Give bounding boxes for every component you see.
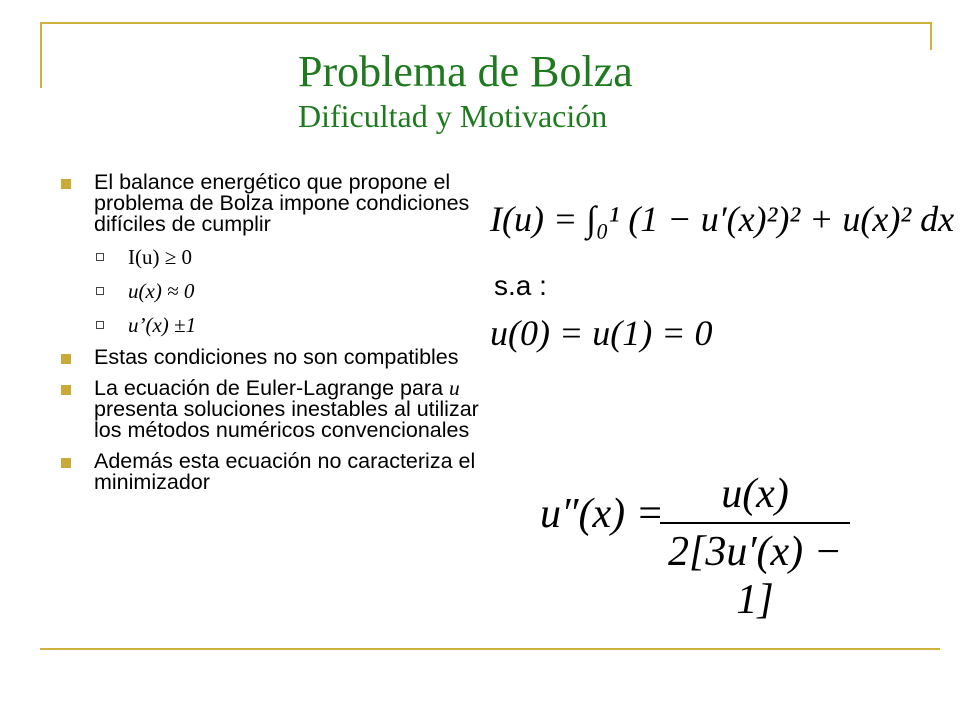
bullet-text: Además esta ecuación no caracteriza el minimizador xyxy=(94,449,476,494)
bullet-item xyxy=(60,347,480,368)
bottom-rule xyxy=(40,648,940,650)
sub-bullet-item xyxy=(60,245,480,269)
square-bullet-icon xyxy=(61,354,71,364)
hollow-square-icon xyxy=(96,321,104,329)
euler-lagrange-lhs: u″(x) = xyxy=(540,491,664,537)
fraction-numerator: u(x) xyxy=(660,470,850,524)
bullet-text: El balance energético que propone el problema de Bolza impone condiciones difíciles de cumplir xyxy=(94,170,470,236)
condition-text: u’(x) ±1 xyxy=(128,313,197,337)
condition-text: u(x) ≈ 0 xyxy=(128,279,195,303)
bullet-text-part: presenta soluciones inestables al utilizar los métodos numéricos convencionales xyxy=(94,397,479,442)
hollow-square-icon xyxy=(96,287,104,295)
bullet-item xyxy=(60,378,480,441)
bullet-text-part: La ecuación de Euler-Lagrange para xyxy=(94,376,450,400)
fraction-denominator: 2[3u′(x) − 1] xyxy=(668,529,842,623)
square-bullet-icon xyxy=(61,385,71,395)
left-rule xyxy=(40,22,42,88)
hollow-square-icon xyxy=(96,253,104,261)
boundary-formula: u(0) = u(1) = 0 xyxy=(490,313,713,353)
bullet-inline-var: u xyxy=(449,376,460,400)
bullet-item xyxy=(60,451,480,493)
bullet-text: Estas condiciones no son compatibles xyxy=(94,345,459,369)
top-rule xyxy=(40,22,932,24)
bullet-list xyxy=(60,172,480,503)
sub-bullet-item xyxy=(60,313,480,337)
sa-label: s.a : xyxy=(494,270,547,301)
square-bullet-icon xyxy=(61,458,71,468)
square-bullet-icon xyxy=(61,179,71,189)
slide-subtitle: Dificultad y Motivación xyxy=(298,98,608,134)
euler-lagrange-fraction xyxy=(660,470,850,624)
right-rule xyxy=(930,22,932,50)
title-block xyxy=(298,48,918,136)
condition-text: I(u) ≥ 0 xyxy=(128,245,193,269)
sub-bullet-item xyxy=(60,279,480,303)
functional-formula: I(u) = ∫₀¹ (1 − u′(x)²)² + u(x)² dx xyxy=(490,199,955,239)
slide-title: Problema de Bolza xyxy=(298,47,633,96)
bullet-item xyxy=(60,172,480,235)
